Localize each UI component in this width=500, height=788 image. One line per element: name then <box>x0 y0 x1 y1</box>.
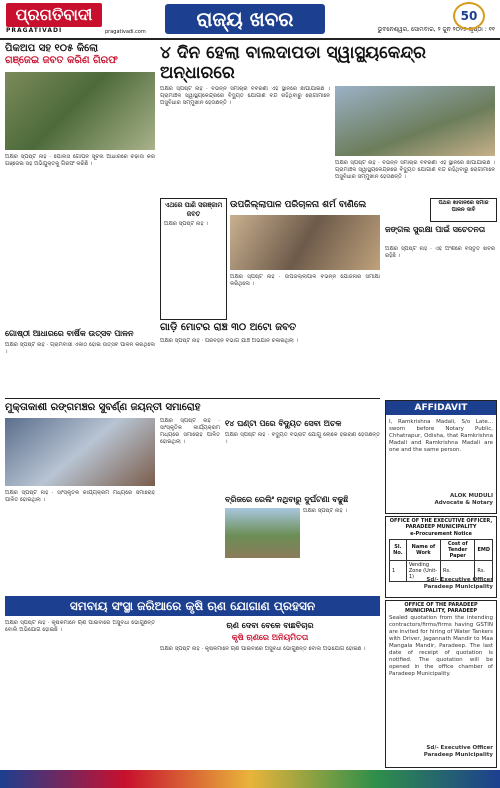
dateline: ଭୁବନେଶ୍ୱର, ସୋମବାର, ୨ ଜୁନ ୨୦୨୫ ପୃଷ୍ଠା : ୧୧ <box>377 26 495 33</box>
power-story-title: ୧୪ ଘଣ୍ଟା ପରେ ବିଦ୍ୟୁତ ସେବା ଅଚଳ <box>225 418 342 428</box>
small-box-title: ଏଥରେ ପାଣି ସରଞ୍ଜାମ ଜବତ <box>164 201 223 218</box>
bottom-story-sub2: କୃଷି ଋଣରେ ଅନିୟମିତତା <box>231 632 309 642</box>
center-story-photo <box>230 215 380 270</box>
website-label: pragativadi.com <box>105 29 146 35</box>
bottom-story-body-cont: ଅକ୍ଷର ସ୍ପଷ୍ଟ ନାହିଁ · କୃଷକମାନେ ଋଣ ପାଇବାରେ ଅସୁବିଧା ଭୋଗୁଛନ୍ତି ବୋଲି ଅଭିଯୋଗ ହୋଇଛି । <box>160 646 366 652</box>
tender-cell: Rs. <box>441 561 475 582</box>
lead-body-cont: ଅକ୍ଷର ସ୍ପଷ୍ଟ ନାହିଁ · ବିଭିନ୍ନ ସମାଚାର ବିବରଣୀ ଏହି ସ୍ଥାନରେ ଛାପାଯାଇଛି । ଗ୍ରାମାଞ୍ଚଳ ସ୍ୱାସ୍ଥ୍ୟକେନ୍ଦ୍ରରେ ବିଦ୍ୟୁତ ଯୋଗାଣ ବନ୍ଦ ରହିଥିବାରୁ ରୋଗୀମାନେ ଅସୁବିଧାର ସମ୍ମୁଖୀନ ହେଉଛନ୍ତି । <box>335 160 495 180</box>
right-story-body: ଅକ୍ଷର ସ୍ପଷ୍ଟ ନାହିଁ · ଏହି ଅଂଶରେ ବିସ୍ତୃତ ଖବର ରହିଛି । <box>385 246 495 259</box>
center-story-title: ଉପଜିଲ୍ଲାପାଳ ପରିଚାଳନା ଶର୍ମ ବାଣିଲେ <box>230 200 367 210</box>
bridge-story-photo <box>225 508 300 558</box>
affidavit-body: I, Ramkrishna Madali, S/o Late... sworn before Notary Public, Chhatrapur, Odisha, that Ramkrishna Madali and Ramkrishna Madali are one and the same person. <box>389 419 493 453</box>
right-story-title: ଜଙ୍ଗଲ ସୁରକ୍ଷା ପାଇଁ ସଚେତନତା <box>385 224 486 234</box>
mid-story-2-photo <box>5 418 155 486</box>
tender2-box <box>385 600 497 768</box>
left-story-title-prefix: ପିକଅପ ସହ ୧୦୫ କିଲୋ <box>5 43 99 54</box>
notice-box <box>430 198 497 222</box>
tender-cell: Rs. <box>475 561 493 582</box>
lead-body: ଅକ୍ଷର ସ୍ପଷ୍ଟ ନାହିଁ · ବିଭିନ୍ନ ସମାଚାର ବିବରଣୀ ଏହି ସ୍ଥାନରେ ଛାପାଯାଇଛି । ଗ୍ରାମାଞ୍ଚଳ ସ୍ୱାସ୍ଥ୍ୟକେନ୍ଦ୍ରରେ ବିଦ୍ୟୁତ ଯୋଗାଣ ବନ୍ଦ ରହିଥିବାରୁ ରୋଗୀମାନେ ଅସୁବିଧାର ସମ୍ମୁଖୀନ ହେଉଛନ୍ତି । <box>160 86 330 106</box>
notice-box-title: ପଥର ଖାଦାନରେ ସମାଜ ପାଳନ ଦାବି <box>438 200 489 213</box>
tender-cell: 1 <box>390 561 407 582</box>
affidavit-box <box>385 400 497 514</box>
bottom-story-title: ସମବାୟ ସଂସ୍ଥା ଜରିଆରେ କୃଷି ଋଣ ଯୋଗାଣ ପ୍ରହସନ <box>5 596 380 616</box>
tender2-signer: Sd/- Executive Officer Paradeep Municipality <box>423 745 493 758</box>
left-story-photo <box>5 72 155 150</box>
section-title: ରାଜ୍ୟ ଖବର <box>165 4 325 34</box>
vehicles-story-title: ଗାଡ଼ି ମୋଟର ରାଞ୍ଚ ୩୦ ଅଟୋ ଜବତ <box>160 322 297 333</box>
divider <box>5 398 380 399</box>
tender-col-header: Name of Work <box>406 540 440 561</box>
anniversary-emblem-icon: 50 <box>453 2 485 30</box>
mid-story-2-title: ମୁକ୍ତାକାଶୀ ରଙ୍ଗମଞ୍ଚର ସୁବର୍ଣ୍ଣ ଜୟନ୍ତୀ ସମାରୋହ <box>5 402 201 413</box>
tender-header-row <box>390 540 493 561</box>
tender-table <box>389 539 493 582</box>
left-story-title <box>5 43 155 67</box>
tender-col-header: Sl. No. <box>390 540 407 561</box>
tender-col-header: EMD <box>475 540 493 561</box>
bottom-story-sub1: ଋଣ ଦେବା ବେଳେ ବାଛବିଚାର <box>226 620 314 630</box>
tender-cell: Vending Zone (Unit-1) <box>406 561 440 582</box>
tender-heading: OFFICE OF THE EXECUTIVE OFFICER, PARADEEP MUNICIPALITY <box>389 518 493 530</box>
newspaper-logo: ପ୍ରଗତିବାଦୀ <box>6 3 102 27</box>
power-story-body: ଅକ୍ଷର ସ୍ପଷ୍ଟ ନାହିଁ · ବିଦ୍ୟୁତ ବିଭ୍ରାଟ ଯୋଗୁଁ ଲୋକେ ହଇରାଣ ହେଉଛନ୍ତି । <box>225 432 380 445</box>
lead-headline: ୪ ଦିନ ହେଲା ବାଲଦାପଡା ସ୍ୱାସ୍ଥ୍ୟକେନ୍ଦ୍ର ଅନ୍ଧାରରେ <box>160 43 426 83</box>
left-story-title-main: ଗଞ୍ଜେଇ ଜବତ କରିଣ ଗିରଫ <box>5 55 118 66</box>
tender2-heading: OFFICE OF THE PARADEEP MUNICIPALITY, PARADEEP <box>404 602 478 614</box>
tender-subheading: e-Procurement Notice <box>410 531 472 537</box>
small-box-body: ଅକ୍ଷର ସ୍ପଷ୍ଟ ନାହିଁ । <box>164 221 208 227</box>
masthead <box>0 0 500 40</box>
bridge-story-body: ଅକ୍ଷର ସ୍ପଷ୍ଟ ନାହିଁ । <box>303 508 347 514</box>
mid-story-2-body-cont: ଅକ୍ଷର ସ୍ପଷ୍ଟ ନାହିଁ · ସାଂସ୍କୃତିକ କାର୍ଯ୍ୟକ୍ରମ ମଧ୍ୟରେ ସମାରୋହ ପାଳିତ ହୋଇଥିଲା । <box>160 418 220 445</box>
affidavit-title: AFFIDAVIT <box>386 401 496 415</box>
small-box <box>160 198 227 320</box>
tender-signer: Sd/- Executive Officer Paradeep Municipality <box>423 577 493 590</box>
center-story-body: ଅକ୍ଷର ସ୍ପଷ୍ଟ ନାହିଁ · ଉପଜିଲ୍ଲାପାଳ ବିଭିନ୍ନ ଯୋଜନାର ସମୀକ୍ଷା କରିଥିଲେ । <box>230 274 380 287</box>
bottom-story-body: ଅକ୍ଷର ସ୍ପଷ୍ଟ ନାହିଁ · କୃଷକମାନେ ଋଣ ପାଇବାରେ ଅସୁବିଧା ଭୋଗୁଛନ୍ତି ବୋଲି ଅଭିଯୋଗ ହୋଇଛି । <box>5 620 155 633</box>
bridge-story-title: ବ୍ରିଜରେ ରେଲିଂ ନଥିବାରୁ ଦୁର୍ଘଟଣା ବଢୁଛି <box>225 494 349 504</box>
vehicles-story-body: ଅକ୍ଷର ସ୍ପଷ୍ଟ ନାହିଁ · ପରିବହନ ବିଭାଗ ଯାଞ୍ଚ ଅଭିଯାନ ଚଳାଇଥିଲା । <box>160 338 299 344</box>
lead-photo <box>335 86 495 156</box>
left-story-body: ଅକ୍ଷର ସ୍ପଷ୍ଟ ନାହିଁ · ପୋଲିସ ଗୋପନ ସୂଚନା ଆଧାରରେ ଚଢାଉ କରି ଗଞ୍ଜେଇ ସହ ଅଭିଯୁକ୍ତକୁ ଗିରଫ କରିଛି । <box>5 154 155 167</box>
mid-left-story-body: ଅକ୍ଷର ସ୍ପଷ୍ଟ ନାହିଁ · ଗ୍ରାମବାସୀ ଏକାଠି ହୋଇ ଉତ୍ସବ ପାଳନ କରିଥିଲେ । <box>5 342 155 355</box>
logo-subtitle: PRAGATIVADI <box>6 27 63 34</box>
mid-story-2-body: ଅକ୍ଷର ସ୍ପଷ୍ଟ ନାହିଁ · ସାଂସ୍କୃତିକ କାର୍ଯ୍ୟକ୍ରମ ମଧ୍ୟରେ ସମାରୋହ ପାଳିତ ହୋଇଥିଲା । <box>5 490 155 503</box>
tender-box <box>385 516 497 598</box>
tender2-body: Sealed quotation from the intending contractors/firms/firms having GSTIN are invited for hiring of Water Tankers with Driver, Jagannath Mandir to Maa Mangala Mandir, Paradeep. The last date of receipt of quotation is notified. The quotation will be opened in the office chamber of Paradeep Municipality. <box>389 615 493 677</box>
mid-left-story-title: ଗୋଷ୍ଠୀ ଆଧାରରେ ବାର୍ଷିକ ଉତ୍ସବ ପାଳନ <box>5 328 134 338</box>
tender-col-header: Cost of Tender Paper <box>441 540 475 561</box>
affidavit-signature: ALOK MUDULI Advocate & Notary <box>434 493 493 506</box>
color-registration-band <box>0 770 500 788</box>
